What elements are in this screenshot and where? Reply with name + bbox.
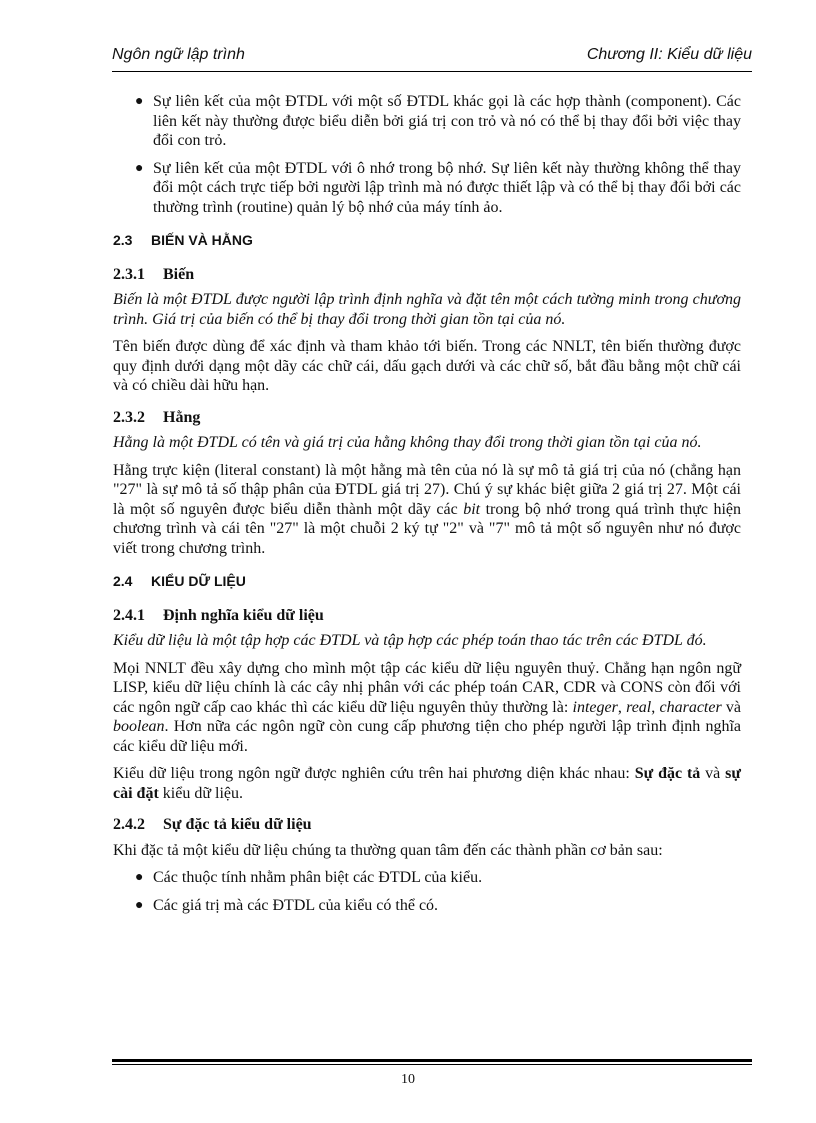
list-item [113,159,741,218]
subsection-number: 2.3.1 [113,265,145,283]
list-item [113,92,741,151]
subsection-number: 2.4.2 [113,816,145,833]
paragraph-two-aspects [113,764,741,803]
list-item [113,896,741,916]
paragraph-literal-constant [113,461,741,559]
bullet-icon: ● [135,897,144,913]
text-run: và [700,765,726,782]
section-title: BIẾN VÀ HẰNG [151,232,253,248]
subsection-title: Sự đặc tả kiểu dữ liệu [163,816,312,833]
bullet-text: Sự liên kết của một ĐTDL với một số ĐTDL khác gọi là các hợp thành (component). Các liên kết này thường được biểu diễn bởi giá trị con trỏ và nó có thể bị thay đổi bởi việc thay đổi con trỏ. [153,93,741,149]
section-title: KIỂU DỮ LIỆU [151,573,246,589]
subsection-heading-2-3-2 [113,408,741,428]
footer-divider-thin [112,1064,752,1065]
paragraph-primitive-types [113,659,741,757]
paragraph-specification-intro: Khi đặc tả một kiểu dữ liệu chúng ta thường quan tâm đến các thành phần cơ bản sau: [113,841,663,859]
emphasis-character: character [659,698,722,716]
footer-divider-thick [112,1059,752,1062]
page-header [112,44,752,68]
header-book-title: Ngôn ngữ lập trình [112,46,245,63]
bullet-text: Sự liên kết của một ĐTDL với ô nhớ trong bộ nhớ. Sự liên kết này thường không thể thay đổi một cách trực tiếp bởi người lập trình mà nó được thiết lập và có thể bị thay đổi bởi các thường trình (routine) quản lý bộ nhớ của máy tính ảo. [153,159,741,216]
list-item [113,868,741,888]
page-content [113,92,741,923]
emphasis-real: real [626,698,652,716]
emphasis-bit: bit [463,500,481,518]
text-run: kiểu dữ liệu. [158,784,243,802]
section-heading-2-4 [113,572,741,592]
definition-data-type: Kiểu dữ liệu là một tập hợp các ĐTDL và tập hợp các phép toán thao tác trên các ĐTDL đó. [113,632,707,649]
text-run: và [721,698,742,716]
text-run: . Hơn nữa các ngôn ngữ còn cung cấp phương tiện cho phép người lập trình định nghĩa các kiểu dữ liệu mới. [113,718,741,755]
header-divider [112,71,752,72]
subsection-number: 2.4.1 [113,606,145,624]
text-run: , [617,698,627,716]
page-number: 10 [401,1072,415,1087]
definition-variable: Biến là một ĐTDL được người lập trình định nghĩa và đặt tên một cách tường minh trong chương trình. Giá trị của biến có thể bị thay đổi trong thời gian tồn tại của nó. [113,291,741,328]
subsection-heading-2-4-1 [113,606,741,626]
bold-specification: Sự đặc tả [634,765,701,782]
subsection-number: 2.3.2 [113,408,145,426]
emphasis-boolean: boolean [113,718,165,735]
section-number: 2.3 [113,232,133,248]
specification-bullet-list [113,868,741,915]
subsection-heading-2-3-1 [113,265,741,285]
paragraph-variable-names: Tên biến được dùng để xác định và tham khảo tới biến. Trong các NNLT, tên biến thường được quy định dưới dạng một dãy các chữ cái, dấu gạch dưới và các chữ số, bắt đầu bằng một chữ cái và có chiều dài hữu hạn. [113,338,741,394]
subsection-heading-2-4-2 [113,815,741,835]
bullet-icon: ● [135,870,144,885]
section-number: 2.4 [113,573,133,589]
text-run: Mọi NNLT đều xây dựng cho mình một tập các kiểu dữ liệu nguyên thuỷ. Chẳng hạn ngôn ngữ LISP, kiểu dữ liệu chính là các cây nhị phân với các phép toán CAR, CDR và CONS còn đối với các ngôn ngữ cấp cao khác thì các kiểu dữ liệu nguyên thủy thường là: [113,659,741,716]
bullet-icon: ● [135,94,144,109]
text-run: Kiểu dữ liệu trong ngôn ngữ được nghiên cứu trên hai phương diện khác nhau: [113,765,635,782]
text-run: trong bộ nhớ trong quá trình thực hiện chương trình và cái tên "27" là một chuỗi 2 ký tự "2" và "7" mô tả một số nguyên như nó được viết trong chương trình. [113,500,742,557]
subsection-title: Biến [163,265,195,283]
intro-bullet-list [113,92,741,217]
bullet-text: Các giá trị mà các ĐTDL của kiểu có thể có. [153,896,439,914]
section-heading-2-3 [113,231,741,251]
subsection-title: Hằng [163,408,201,426]
text-run: , [651,698,660,716]
header-chapter-title: Chương II: Kiểu dữ liệu [586,46,752,63]
bullet-text: Các thuộc tính nhằm phân biệt các ĐTDL của kiểu. [153,869,483,886]
emphasis-integer: integer [572,698,618,716]
bold-implementation: sự cài đặt [113,765,741,802]
text-run: Hằng trực kiện (literal constant) là một hằng mà tên của nó là sự mô tả giá trị của nó (chẳng hạn "27" là sự mô tả số thập phân của ĐTDL giá trị 27). Chú ý sự khác biệt giữa 2 giá trị 27. Một cái là một số nguyên được biểu diễn thành một dãy các [113,461,741,518]
subsection-title: Định nghĩa kiểu dữ liệu [163,606,324,624]
bullet-icon: ● [135,160,144,176]
definition-constant: Hằng là một ĐTDL có tên và giá trị của hằng không thay đổi trong thời gian tồn tại của nó. [113,434,702,451]
